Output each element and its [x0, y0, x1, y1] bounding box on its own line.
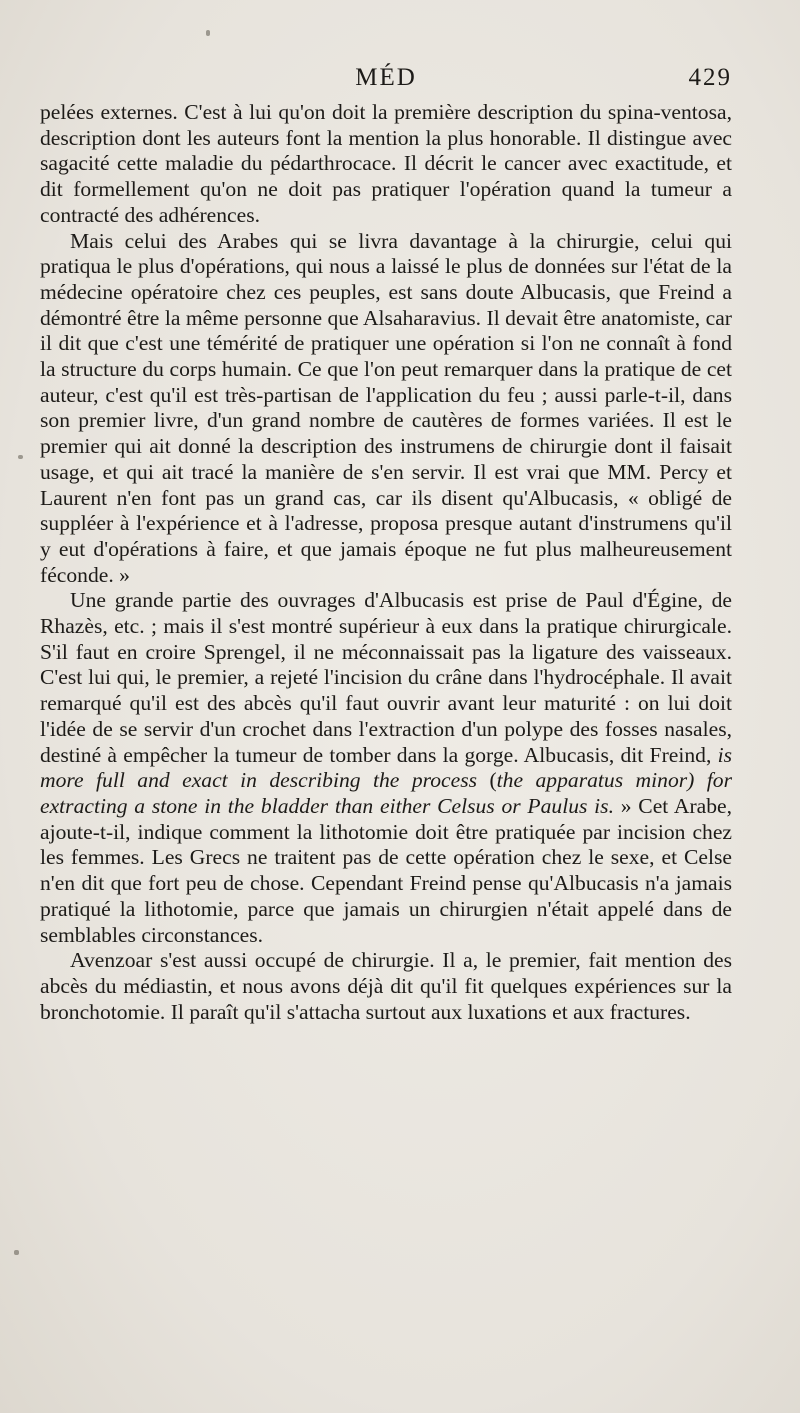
paragraph-text: pelées externes. C'est à lui qu'on doit la première description du spina-ventosa, description dont les auteurs font la mention la plus honorable. Il distingue avec sagacité cette maladie du pédarthrocace. Il décrit le cancer avec exactitude, et dit formellement qu'on ne doit pas pratiquer l'opération quand la tumeur a contracté des adhérences. [40, 100, 732, 227]
text-body [40, 100, 732, 1025]
ink-speck [206, 30, 210, 36]
english-quote: the apparatus minor) for extracting a stone in the bladder than either Celsus or Paulus is. [40, 768, 732, 818]
page-number: 429 [688, 64, 732, 91]
running-head: MÉD [355, 64, 417, 91]
ink-speck [18, 455, 23, 459]
paragraph [40, 100, 732, 229]
paragraph-text: Mais celui des Arabes qui se livra davantage à la chirurgie, celui qui pratiqua le plus d'opérations, qui nous a laissé le plus de données sur l'état de la médecine opératoire chez ces peuples, est sans doute Albucasis, que Freind a démontré être la même personne que Alsaharavius. Il devait être anatomiste, car il dit que c'est une témérité de pratiquer une opération si l'on ne connaît à fond la structure du corps humain. Ce que l'on peut remarquer dans la pratique de cet auteur, c'est qu'il est très-partisan de l'application du feu ; aussi parle-t-il, dans son premier livre, d'un grand nombre de cautères de formes variées. Il est le premier qui ait donné la description des instrumens de chirurgie dont il faisait usage, et qui ait tracé la manière de s'en servir. Il est vrai que MM. Percy et Laurent n'en font pas un grand cas, car ils disent qu'Albucasis, « obligé de suppléer à l'expérience et à l'adresse, proposa presque autant d'instrumens qu'il y eut d'opérations à faire, et que jamais époque ne fut plus malheureusement féconde. » [40, 228, 732, 587]
paragraph [40, 588, 732, 948]
paragraph-text: » Cet Arabe, ajoute-t-il, indique comment la lithotomie doit être pratiquée par incision chez les femmes. Les Grecs ne traitent pas de cette opération chez le sexe, et Celse n'en dit que fort peu de chose. Cependant Freind pense qu'Albucasis n'a jamais pratiqué la lithotomie, parce que jamais un chirurgien n'était appelé dans de semblables circonstances. [40, 793, 733, 947]
paragraph [40, 229, 732, 589]
paragraph-text: Avenzoar s'est aussi occupé de chirurgie. Il a, le premier, fait mention des abcès du médiastin, et nous avons déjà dit qu'il fit quelques expériences sur la bronchotomie. Il paraît qu'il s'attacha surtout aux luxations et aux fractures. [40, 948, 732, 1024]
page-header [40, 64, 732, 100]
paragraph-text: ( [477, 768, 497, 793]
ink-speck [14, 1250, 19, 1255]
paragraph [40, 948, 732, 1025]
paragraph-text: Une grande partie des ouvrages d'Albucasis est prise de Paul d'Égine, de Rhazès, etc. ; mais il s'est montré supérieur à eux dans la pratique chirurgicale. S'il faut en croire Sprengel, il ne méconnaissait pas la ligature des vaisseaux. C'est lui qui, le premier, a rejeté l'incision du crâne dans l'hydrocéphale. Il avait remarqué qu'il est des abcès qu'il faut ouvrir avant leur maturité : on lui doit l'idée de se servir d'un crochet dans l'extraction d'un polype des fosses nasales, destiné à empêcher la tumeur de tomber dans la gorge. Albucasis, dit Freind, [40, 588, 732, 767]
english-quote: is more full and exact in describing the process [40, 742, 732, 793]
